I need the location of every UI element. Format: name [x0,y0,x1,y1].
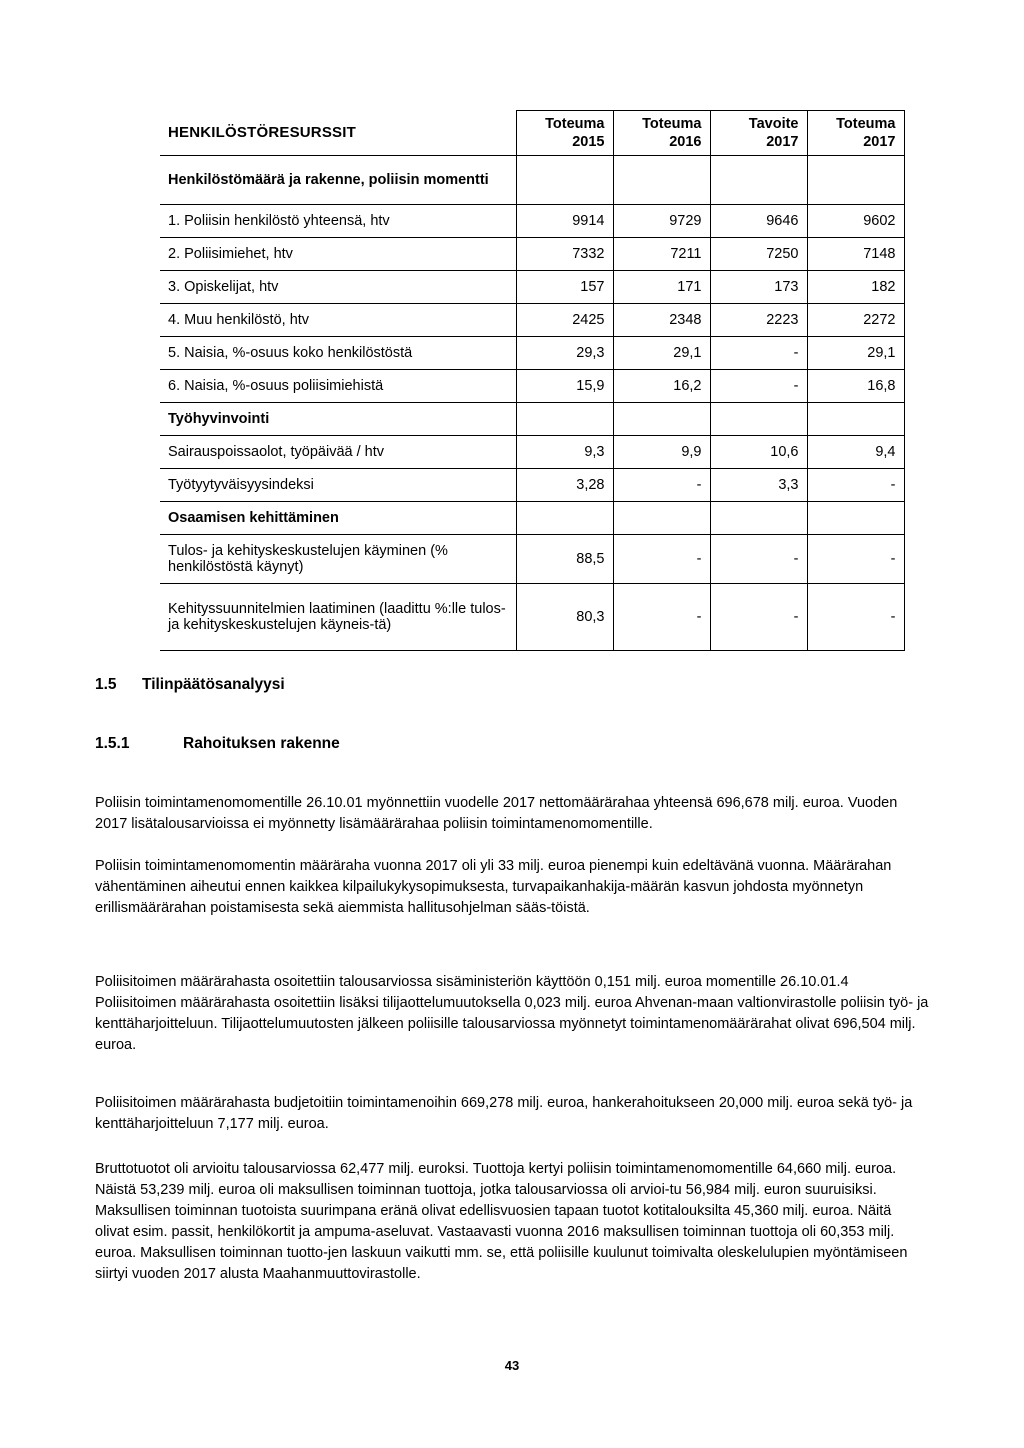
cell: 9729 [613,205,710,238]
cell: 7211 [613,238,710,271]
heading-number: 1.5 [95,676,117,693]
table-section-row [160,502,904,535]
paragraph: Bruttotuotot oli arvioitu talousarviossa 62,477 milj. euroksi. Tuottoja kertyi poliisin toimintamenomomentille 64,660 milj. euroa. Näistä 53,239 milj. euroa oli maksullisen toiminnan tuottoja, jotka talousarviossa oli arvioi-tu 56,984 milj. euron suuruisiksi. Maksullisen toiminnan tuotoista suurimpana eränä olivat edellisvuosien tapaan tuotot kotitalouksilta 45,360 milj. euroa. Näitä olivat esim. passit, henkilökortit ja ampuma-aseluvat. Vastaavasti vuonna 2016 maksullisen toiminnan tuottoja oli 60,353 milj. euroa. Maksullisen toiminnan tuotto-jen laskuun vaikutti mm. se, että poliisille kuulunut toimivalta oleskelulupien myöntämiseen siirtyi vuoden 2017 alusta Maahanmuuttovirastolle. [95,1161,908,1282]
table-row [160,337,904,370]
table-section-row [160,403,904,436]
cell: 29,3 [516,337,613,370]
table-title: HENKILÖSTÖRESURSSIT [160,111,516,156]
paragraph: Poliisin toimintamenomomentille 26.10.01 myönnettiin vuodelle 2017 nettomäärärahaa yhteensä 696,678 milj. euroa. Vuoden 2017 lisätalousarvioissa ei myönnetty lisämäärärahaa poliisin toimintamenomomentille. [95,795,898,832]
heading-1-5-1 [95,735,340,753]
cell: 7332 [516,238,613,271]
table-row [160,271,904,304]
section-wellbeing: Työhyvinvointi [160,403,516,436]
row-label: 5. Naisia, %-osuus koko henkilöstöstä [160,337,516,370]
cell: 16,2 [613,370,710,403]
table-row [160,370,904,403]
table-row [160,584,904,651]
cell: 16,8 [807,370,904,403]
heading-number: 1.5.1 [95,735,130,752]
cell: - [613,584,710,651]
cell: - [710,337,807,370]
table-row [160,205,904,238]
cell: - [807,584,904,651]
table-subtitle: Henkilöstömäärä ja rakenne, poliisin momentti [160,156,516,205]
cell: 29,1 [613,337,710,370]
cell: 9,9 [613,436,710,469]
cell: 171 [613,271,710,304]
paragraph: Poliisin toimintamenomomentin määräraha vuonna 2017 oli yli 33 milj. euroa pienempi kuin edeltävänä vuonna. Määrärahan vähentäminen aiheutui ennen kaikkea kilpailukykysopimuksesta, turvapaikanhakija-määrän kasvun johdosta myönnetyn erillismäärärahan poistamisesta sekä aiemmista hallitusohjelman sääs-töistä. [95,858,892,916]
table-header-row [160,111,904,156]
table-row [160,304,904,337]
cell: 29,1 [807,337,904,370]
column-header: Toteuma 2016 [613,111,710,156]
cell: - [613,535,710,584]
heading-title: Tilinpäätösanalyysi [142,676,285,693]
cell: 2425 [516,304,613,337]
row-label: Sairauspoissaolot, työpäivää / htv [160,436,516,469]
cell: 9,3 [516,436,613,469]
column-header: Toteuma 2015 [516,111,613,156]
column-header: Tavoite 2017 [710,111,807,156]
cell: - [807,535,904,584]
cell: 9602 [807,205,904,238]
cell: 7148 [807,238,904,271]
cell: 10,6 [710,436,807,469]
cell: - [807,469,904,502]
cell: 2223 [710,304,807,337]
cell: - [710,584,807,651]
cell: 3,28 [516,469,613,502]
cell: 2272 [807,304,904,337]
cell: 7250 [710,238,807,271]
table-row [160,436,904,469]
cell: - [710,535,807,584]
cell: 9914 [516,205,613,238]
cell: 15,9 [516,370,613,403]
column-header: Toteuma 2017 [807,111,904,156]
row-label: 2. Poliisimiehet, htv [160,238,516,271]
table-row [160,535,904,584]
heading-title: Rahoituksen rakenne [183,735,340,752]
hr-resources-table [160,110,905,651]
cell: 9646 [710,205,807,238]
table-row [160,238,904,271]
cell: 88,5 [516,535,613,584]
cell: 173 [710,271,807,304]
cell: 182 [807,271,904,304]
cell: 9,4 [807,436,904,469]
page-number: 43 [504,1358,520,1373]
paragraph: Poliisitoimen määrärahasta budjetoitiin toimintamenoihin 669,278 milj. euroa, hankerahoitukseen 20,000 milj. euroa sekä työ- ja kenttäharjoitteluun 7,177 milj. euroa. [95,1095,913,1132]
table-row [160,469,904,502]
row-label: Kehityssuunnitelmien laatiminen (laadittu %:lle tulos- ja kehityskeskustelujen käyneis-tä) [160,584,516,651]
row-label: 4. Muu henkilöstö, htv [160,304,516,337]
row-label: 1. Poliisin henkilöstö yhteensä, htv [160,205,516,238]
cell: - [710,370,807,403]
heading-1-5 [95,676,285,694]
cell: 157 [516,271,613,304]
row-label: 3. Opiskelijat, htv [160,271,516,304]
section-competence: Osaamisen kehittäminen [160,502,516,535]
cell: 80,3 [516,584,613,651]
table-row [160,156,904,205]
row-label: 6. Naisia, %-osuus poliisimiehistä [160,370,516,403]
cell: - [613,469,710,502]
cell: 3,3 [710,469,807,502]
row-label: Työtyytyväisyysindeksi [160,469,516,502]
paragraph: Poliisitoimen määrärahasta osoitettiin talousarviossa sisäministeriön käyttöön 0,151 milj. euroa momentille 26.10.01.4 Poliisitoimen määrärahasta osoitettiin lisäksi tilijaottelumuutoksella 0,023 milj. euroa Ahvenan-maan valtionvirastolle poliisin työ- ja kenttäharjoitteluun. Tilijaottelumuutosten jälkeen poliisille talousarviossa myönnetyt toimintamenomäärärahat olivat 696,504 milj. euroa. [95,974,929,1053]
row-label: Tulos- ja kehityskeskustelujen käyminen (% henkilöstöstä käynyt) [160,535,516,584]
cell: 2348 [613,304,710,337]
